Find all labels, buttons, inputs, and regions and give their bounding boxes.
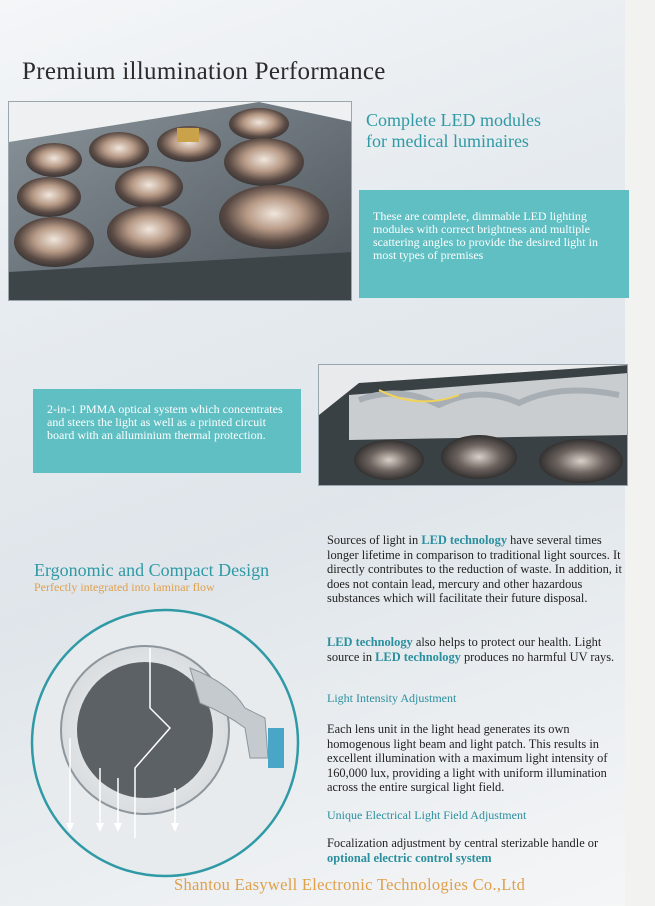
electric-control-highlight: optional electric control system [327,850,492,865]
pmma-info-box [33,389,301,473]
page-title: Premium illumination Performance [22,58,386,85]
light-field-subheading: Unique Electrical Light Field Adjustment [327,808,527,822]
ergonomic-subtitle: Perfectly integrated into laminar flow [34,580,215,594]
led-modules-info-text: These are complete, dimmable LED lighting modules with correct brightness and multiple scattering angles to provide the desired light in most types of premises [373,209,598,262]
paragraph-light-intensity [327,722,627,795]
ergonomic-title: Ergonomic and Compact Design [34,560,270,580]
paragraph-lifetime-text-b: have several times longer lifetime in comparison to traditional light sources. It directly contributes to the reduction of waste. In addition, it does not contain lead, mercury and other hazardous substances which will facilitate their future disposal. [327,533,622,605]
led-modules-info-box [359,190,629,298]
led-modules-heading-line1: Complete LED modules [366,110,541,130]
paragraph-health-text-b: produces no harmful UV rays. [460,649,615,664]
paragraph-lifetime-text-a: Sources of light in [327,533,422,547]
paragraph-health [327,635,627,664]
page-edge-stripe [625,0,655,906]
pmma-info-text: 2-in-1 PMMA optical system which concentrates and steers the light as well as a printed circuit board with an alluminium thermal protection. [47,402,283,442]
led-technology-highlight: LED technology [375,649,461,664]
led-technology-highlight: LED technology [421,533,508,547]
paragraph-focalization [327,836,627,865]
led-module-photo [8,101,352,301]
pmma-optical-photo [318,364,628,486]
led-modules-heading-line2: for medical luminaires [366,131,529,151]
light-intensity-subheading: Light Intensity Adjustment [327,691,457,705]
company-footer: Shantou Easywell Electronic Technologies Co.,Ltd [174,875,526,894]
pcb-optics-image [319,365,628,486]
paragraph-light-intensity-text: Each lens unit in the light head generates its own homogenous light beam and light patch. This results in excellent illumination with a maximum light intensity of 160,000 lux, providing a light with uniform illumination across the entire surgical light field. [327,722,608,794]
led-modules-heading [366,110,541,152]
paragraph-focalization-text: Focalization adjustment by central sterizable handle or [327,836,599,850]
paragraph-health-text-a: also helps to protect our health. Light source in [327,635,602,664]
led-lens-array-image [9,102,352,301]
paragraph-lifetime [327,533,627,606]
surgical-light-illustration [30,608,300,878]
led-technology-highlight: LED technology [327,635,413,649]
